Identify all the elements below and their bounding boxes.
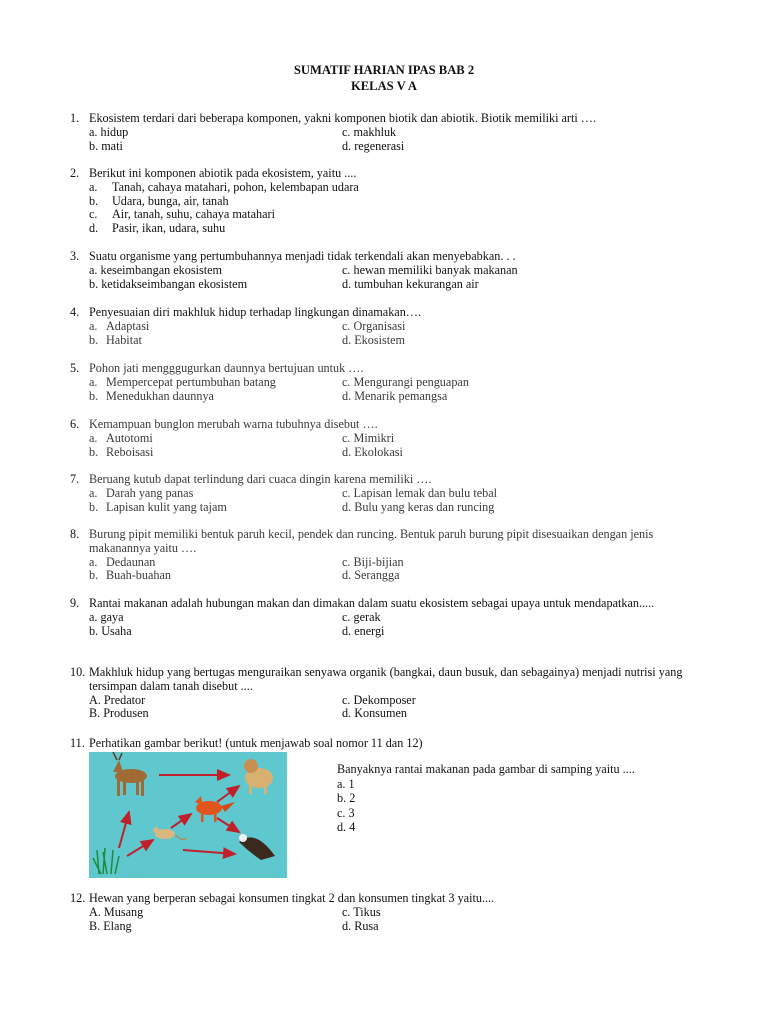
question-text: Beruang kutub dapat terlindung dari cuaca dingin karena memiliki …. (89, 472, 432, 486)
option-c: c. Tikus (342, 904, 381, 919)
question-12 (70, 892, 710, 933)
option-c: c. Organisasi (342, 318, 406, 333)
option-a: A. Predator (89, 692, 146, 707)
option-a: a. keseimbangan ekosistem (89, 262, 223, 277)
question-11 (70, 737, 710, 751)
question-number: 7. (70, 472, 80, 486)
question-text: Berikut ini komponen abiotik pada ekosistem, yaitu .... (89, 166, 357, 180)
option-d: d. tumbuhan kekurangan air (342, 276, 479, 291)
option-d: d. Serangga (342, 568, 400, 583)
lion-icon (244, 759, 273, 794)
question-8 (70, 528, 710, 583)
question-number: 12. (70, 891, 86, 905)
worksheet-title: SUMATIF HARIAN IPAS BAB 2 (293, 63, 475, 77)
question-text: Perhatikan gambar berikut! (untuk menjawab soal nomor 11 dan 12) (89, 736, 423, 750)
option-a: a. Autotomi (89, 430, 153, 445)
question-text: Penyesuaian diri makhluk hidup terhadap lingkungan dinamakan…. (89, 305, 422, 319)
arrow-mouse-to-eagle (183, 850, 235, 854)
arrow-grass-to-mouse (127, 840, 153, 856)
option-d: d. energi (342, 623, 385, 638)
option-c: c. Mengurangi penguapan (342, 374, 469, 389)
option-c: c. 3 (337, 805, 355, 820)
question-text: Suatu organisme yang pertumbuhannya menjadi tidak terkendali akan menyebabkan. . . (89, 249, 516, 263)
option-a: a. Mempercepat pertumbuhan batang (89, 374, 276, 389)
question-11-text: Banyaknya rantai makanan pada gambar di samping yaitu .... (337, 762, 635, 776)
option-d: d. Bulu yang keras dan runcing (342, 499, 495, 514)
question-11-options (337, 763, 635, 836)
option-c: c. hewan memiliki banyak makanan (342, 262, 518, 277)
question-4 (70, 306, 710, 347)
question-number: 8. (70, 527, 80, 541)
question-7 (70, 473, 710, 514)
option-d: d. 4 (337, 820, 356, 835)
option-b: b. Usaha (89, 623, 132, 638)
question-number: 11. (70, 736, 85, 750)
option-a: A. Musang (89, 904, 144, 919)
option-c: c. makhluk (342, 124, 397, 139)
option-b: b. Lapisan kulit yang tajam (89, 499, 227, 514)
option-d: d. Konsumen (342, 706, 407, 721)
deer-icon (113, 752, 147, 796)
question-text: Pohon jati mengggugurkan daunnya bertujuan untuk …. (89, 361, 364, 375)
question-text: Makhluk hidup yang bertugas menguraikan senyawa organik (bangkai, daun busuk, dan sebagainya) menjadi nutrisi yang tersimpan dalam tanah disebut .... (89, 665, 683, 693)
food-web-illustration (89, 752, 287, 878)
option-d: d. Rusa (342, 918, 379, 933)
option-d: d. Menarik pemangsa (342, 388, 448, 403)
question-number: 5. (70, 361, 80, 375)
option-b: b. Reboisasi (89, 444, 154, 459)
option-a: a. 1 (337, 776, 355, 791)
option-b: B. Elang (89, 918, 132, 933)
option-c: c. Mimikri (342, 430, 395, 445)
question-text: Kemampuan bunglon merubah warna tubuhnya disebut …. (89, 417, 378, 431)
option-d: d. Ekolokasi (342, 444, 403, 459)
option-c: c. Biji-bijian (342, 554, 404, 569)
option-b: b. ketidakseimbangan ekosistem (89, 276, 248, 291)
option-b: b. mati (89, 138, 123, 153)
option-c: c. Air, tanah, suhu, cahaya matahari (89, 207, 275, 222)
option-b: b. Menedukhan daunnya (89, 388, 214, 403)
question-1 (70, 112, 710, 153)
option-c: c. Lapisan lemak dan bulu tebal (342, 485, 497, 500)
question-number: 9. (70, 596, 80, 610)
question-number: 3. (70, 249, 80, 263)
option-b: b. Habitat (89, 332, 142, 347)
option-d: d. Ekosistem (342, 332, 405, 347)
worksheet-class: KELAS V A (350, 79, 418, 93)
question-number: 1. (70, 111, 80, 125)
question-3 (70, 250, 710, 291)
arrow-mouse-to-fox (171, 814, 191, 828)
option-c: c. gerak (342, 609, 381, 624)
question-text: Burung pipit memiliki bentuk paruh kecil, pendek dan runcing. Bentuk paruh burung pipit disesuaikan dengan jenis makanannya yaitu …. (89, 527, 654, 555)
question-text: Ekosistem terdari dari beberapa komponen, yakni komponen biotik dan abiotik. Biotik memiliki arti …. (89, 111, 597, 125)
grass-icon (93, 848, 119, 874)
question-2 (70, 167, 710, 236)
option-d: d. Pasir, ikan, udara, suhu (89, 221, 226, 236)
eagle-icon (239, 834, 275, 860)
option-a: a. Tanah, cahaya matahari, pohon, kelembapan udara (89, 179, 359, 194)
arrow-fox-to-lion (217, 786, 239, 802)
question-10 (70, 666, 710, 721)
option-a: a. gaya (89, 609, 124, 624)
option-b: b. 2 (337, 791, 356, 806)
option-b: b. Buah-buahan (89, 568, 171, 583)
arrow-grass-to-deer (119, 812, 129, 848)
mouse-icon (153, 827, 187, 839)
option-a: a. hidup (89, 124, 129, 139)
option-b: b. Udara, bunga, air, tanah (89, 193, 229, 208)
question-6 (70, 418, 710, 459)
question-text: Rantai makanan adalah hubungan makan dan dimakan dalam suatu ekosistem sebagai upaya untuk mendapatkan..... (89, 596, 655, 610)
option-a: a. Dedaunan (89, 554, 156, 569)
question-text: Hewan yang berperan sebagai konsumen tingkat 2 dan konsumen tingkat 3 yaitu.... (89, 891, 495, 905)
option-d: d. regenerasi (342, 138, 405, 153)
question-9 (70, 597, 710, 638)
food-web-figure (89, 752, 287, 878)
question-5 (70, 362, 710, 403)
arrow-fox-to-eagle (217, 818, 239, 832)
fox-icon (195, 796, 235, 822)
question-number: 10. (70, 665, 86, 679)
option-b: B. Produsen (89, 706, 149, 721)
option-a: a. Darah yang panas (89, 485, 194, 500)
question-number: 4. (70, 305, 80, 319)
question-number: 6. (70, 417, 80, 431)
question-number: 2. (70, 166, 80, 180)
option-c: c. Dekomposer (342, 692, 416, 707)
option-a: a. Adaptasi (89, 318, 150, 333)
